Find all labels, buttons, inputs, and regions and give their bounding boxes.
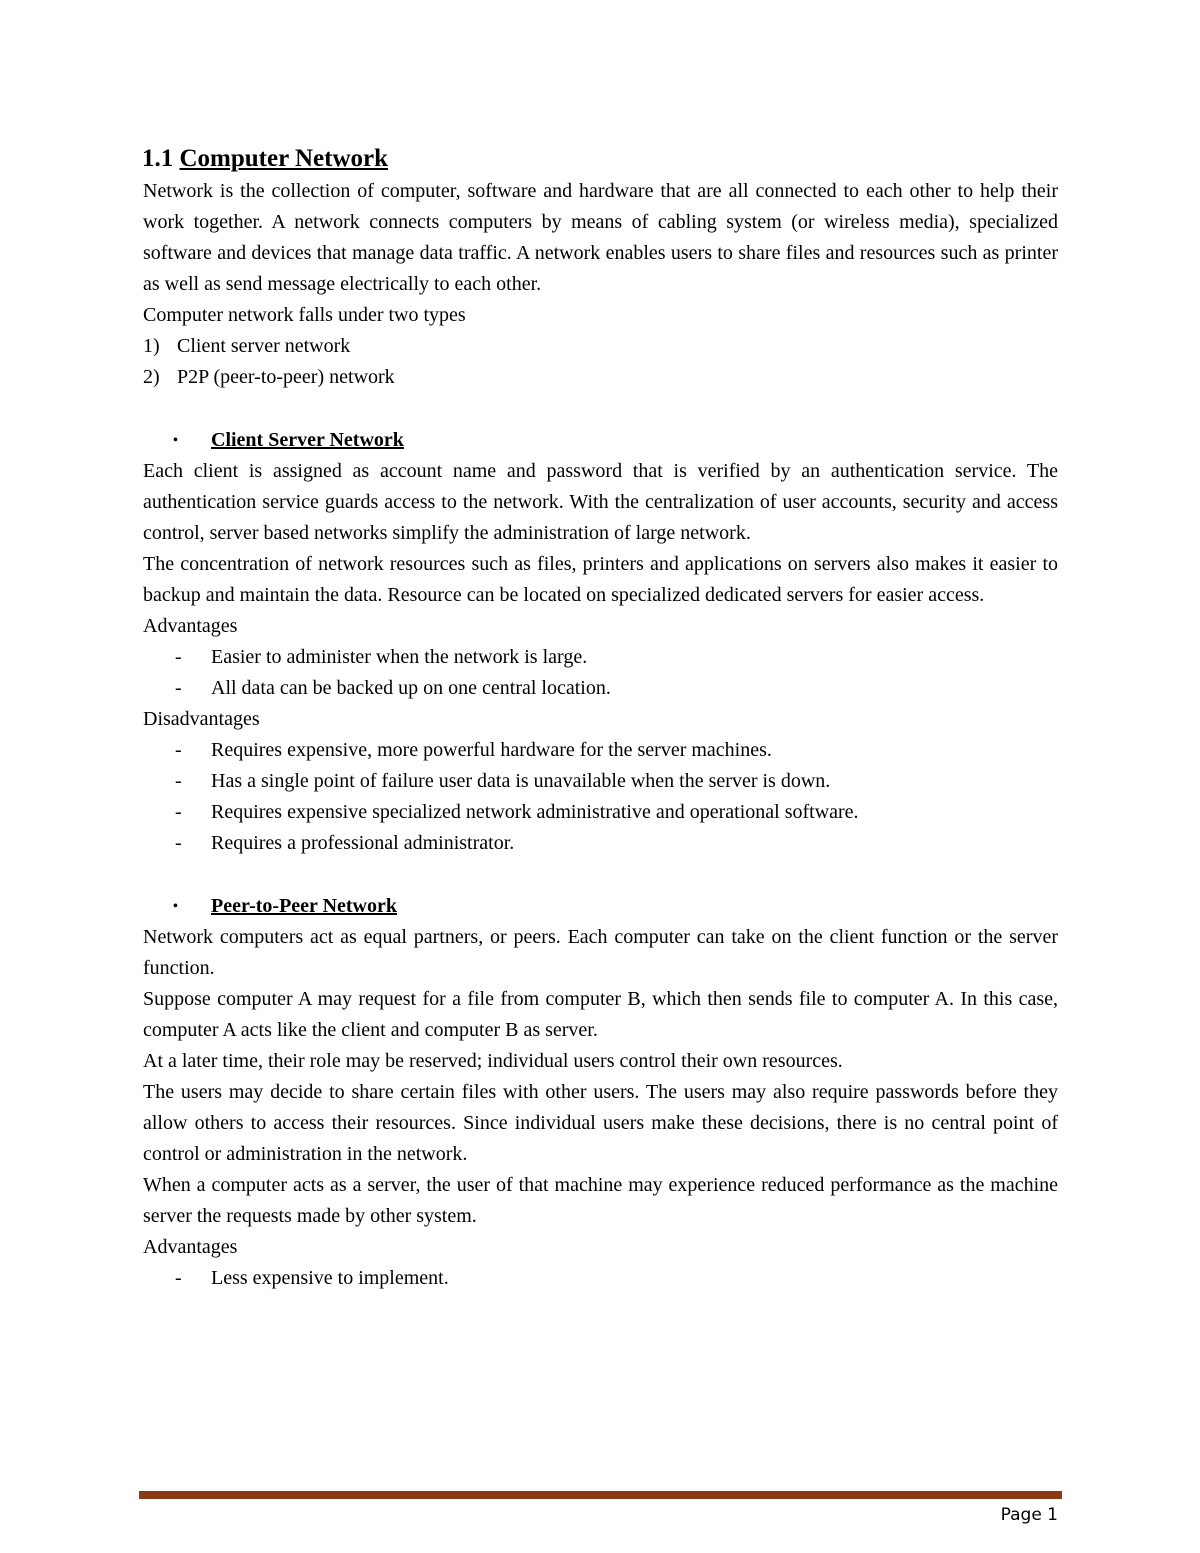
paragraph: The users may decide to share certain files with other users. The users may also require passwords before they allow others to access their resources. Since individual users make these decisions, there is no central point of control or administration in the network. <box>143 1081 1058 1165</box>
heading-text: Client Server Network <box>211 429 404 451</box>
paragraph: Each client is assigned as account name and password that is verified by an authentication service. The authentication service guards access to the network. With the centralization of user accounts, security and access control, server based networks simplify the administration of large network. <box>143 460 1058 544</box>
list-item-text: Easier to administer when the network is large. <box>211 646 588 668</box>
dash-marker: - <box>175 770 182 792</box>
page-content <box>143 142 1058 1294</box>
list-item-text: Requires expensive, more powerful hardware for the server machines. <box>211 739 772 761</box>
section-title <box>142 142 1058 176</box>
advantages-list <box>143 1263 1058 1294</box>
paragraph: At a later time, their role may be reserved; individual users control their own resources. <box>143 1050 843 1072</box>
page-number: Page 1 <box>1000 1505 1058 1525</box>
client-server-heading <box>143 425 1058 456</box>
list-item-text: Requires a professional administrator. <box>211 832 515 854</box>
list-item <box>143 642 1058 673</box>
list-item-text: All data can be backed up on one central location. <box>211 677 611 699</box>
paragraph: Network computers act as equal partners, or peers. Each computer can take on the client function or the server function. <box>143 926 1058 979</box>
footer-rule <box>139 1491 1062 1499</box>
list-item-text: Has a single point of failure user data is unavailable when the server is down. <box>211 770 831 792</box>
list-number: 1) <box>143 335 160 357</box>
section-number: 1.1 <box>142 145 174 172</box>
spacer <box>143 859 1058 891</box>
list-item-text: Client server network <box>177 335 351 357</box>
dash-marker: - <box>175 1267 182 1289</box>
list-item-text: Less expensive to implement. <box>211 1267 449 1289</box>
advantages-label: Advantages <box>143 1236 238 1258</box>
list-number: 2) <box>143 366 160 388</box>
bullet-icon: • <box>173 433 178 448</box>
dash-marker: - <box>175 646 182 668</box>
advantages-list <box>143 642 1058 704</box>
section-title-text: Computer Network <box>179 145 389 172</box>
heading-text: Peer-to-Peer Network <box>211 895 397 917</box>
list-item-text: Requires expensive specialized network administrative and operational software. <box>211 801 859 823</box>
list-item <box>143 673 1058 704</box>
paragraph: The concentration of network resources such as files, printers and applications on servers also makes it easier to backup and maintain the data. Resource can be located on specialized dedicated servers for easier access. <box>143 553 1058 606</box>
network-types-list <box>143 331 1058 393</box>
paragraph: Suppose computer A may request for a file from computer B, which then sends file to computer A. In this case, computer A acts like the client and computer B as server. <box>143 988 1058 1041</box>
paragraph: When a computer acts as a server, the user of that machine may experience reduced performance as the machine server the requests made by other system. <box>143 1174 1058 1227</box>
dash-marker: - <box>175 832 182 854</box>
list-item <box>143 735 1058 766</box>
list-item <box>143 331 1058 362</box>
bullet-icon: • <box>173 899 178 914</box>
list-item-text: P2P (peer-to-peer) network <box>177 366 395 388</box>
list-item <box>143 797 1058 828</box>
dash-marker: - <box>175 801 182 823</box>
types-intro: Computer network falls under two types <box>143 304 466 326</box>
intro-paragraph: Network is the collection of computer, software and hardware that are all connected to each other to help their work together. A network connects computers by means of cabling system (or wireless media), specialized software and devices that manage data traffic. A network enables users to share files and resources such as printer as well as send message electrically to each other. <box>143 180 1058 295</box>
list-item <box>143 766 1058 797</box>
advantages-label: Advantages <box>143 615 238 637</box>
peer-to-peer-heading <box>143 891 1058 922</box>
list-item <box>143 828 1058 859</box>
disadvantages-list <box>143 735 1058 859</box>
dash-marker: - <box>175 739 182 761</box>
dash-marker: - <box>175 677 182 699</box>
disadvantages-label: Disadvantages <box>143 708 260 730</box>
spacer <box>143 393 1058 425</box>
list-item <box>143 1263 1058 1294</box>
list-item <box>143 362 1058 393</box>
